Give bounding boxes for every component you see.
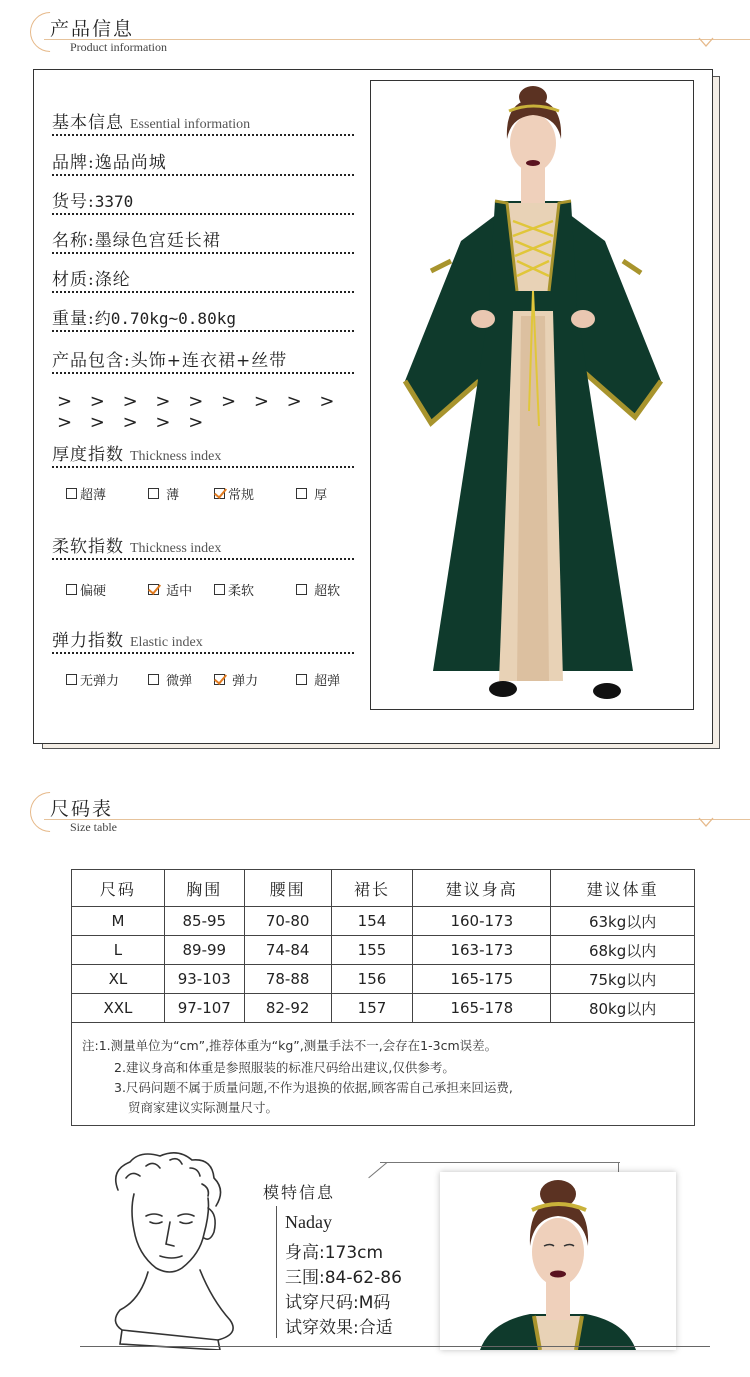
note-2: 2.建议身高和体重是参照服装的标准尺码给出建议,仅供参考。 — [114, 1060, 455, 1075]
checkbox-icon — [66, 674, 77, 685]
checkbox-icon — [66, 488, 77, 499]
material-value: 涤纶 — [94, 270, 131, 290]
sku-value: 3370 — [94, 192, 134, 211]
size-table — [71, 869, 695, 1023]
chevron-down-icon — [698, 814, 714, 830]
model-measurements: 三围:84-62-86 — [285, 1268, 402, 1288]
weight-value: 约0.70kg~0.80kg — [94, 309, 236, 328]
size-table-header — [0, 786, 750, 836]
checkbox-icon — [148, 488, 159, 499]
model-portrait-illustration — [440, 1172, 676, 1350]
header-waist: 腰围 — [244, 870, 331, 907]
checkbox-icon — [214, 584, 225, 595]
header-length: 裙长 — [331, 870, 413, 907]
elasticity-option-3[interactable]: 超弹 — [296, 670, 340, 689]
checkbox-icon — [296, 674, 307, 685]
product-info-title: 产品信息 — [50, 18, 135, 40]
table-row: M 85-95 70-80 154 160-173 63kg以内 — [72, 907, 695, 936]
table-row: XXL 97-107 82-92 157 165-178 80kg以内 — [72, 994, 695, 1023]
header-height: 建议身高 — [413, 870, 551, 907]
checkbox-icon — [296, 584, 307, 595]
green-gown-illustration — [371, 81, 694, 710]
includes-row: 产品包含:头饰+连衣裙+丝带 — [52, 346, 354, 374]
model-info — [276, 1206, 446, 1338]
model-photo — [440, 1172, 676, 1350]
table-header-row — [72, 870, 695, 907]
basic-info-en: Essential information — [130, 117, 251, 132]
weight-row: 重量:约0.70kg~0.80kg — [52, 304, 354, 332]
size-table-title: 尺码表 — [50, 798, 114, 820]
sku-row: 货号:3370 — [52, 187, 354, 215]
table-row: XL 93-103 78-88 156 165-175 75kg以内 — [72, 965, 695, 994]
note-3: 3.尺码问题不属于质量问题,不作为退换的依据,顾客需自己承担来回运费, — [114, 1080, 513, 1095]
softness-row: 柔软指数 Thickness index — [52, 532, 354, 560]
includes-value: 头饰+连衣裙+丝带 — [130, 351, 288, 371]
arrow-divider: > > > > > > > > > > > > > > — [57, 391, 341, 433]
checkbox-icon — [66, 584, 77, 595]
thickness-option-2[interactable]: 常规 — [214, 484, 254, 503]
name-row: 名称:墨绿色宫廷长裙 — [52, 226, 354, 254]
brand-row: 品牌:逸品尚城 — [52, 148, 354, 176]
basic-info-label: 基本信息 — [52, 113, 124, 133]
name-value: 墨绿色宫廷长裙 — [94, 231, 221, 251]
material-row: 材质:涤纶 — [52, 265, 354, 293]
product-photo — [370, 80, 694, 710]
table-row: L 89-99 74-84 155 163-173 68kg以内 — [72, 936, 695, 965]
thickness-option-1[interactable]: 薄 — [148, 484, 179, 503]
header-weight: 建议体重 — [551, 870, 695, 907]
product-info-subtitle: Product information — [70, 40, 167, 54]
checkbox-checked-icon — [148, 584, 159, 595]
model-height: 身高:173cm — [285, 1243, 384, 1263]
brand-value: 逸品尚城 — [94, 153, 167, 173]
basic-info-row — [52, 108, 354, 136]
note-4: 贸商家建议实际测量尺寸。 — [128, 1100, 279, 1115]
thickness-option-3[interactable]: 厚 — [296, 484, 327, 503]
model-size: 试穿尺码:M码 — [285, 1293, 391, 1313]
size-notes — [71, 1022, 695, 1126]
note-1: 注:1.测量单位为“cm”,推荐体重为“kg”,测量手法不一,会存在1-3cm误差。 — [82, 1038, 498, 1053]
checkbox-checked-icon — [214, 488, 225, 499]
model-fit: 试穿效果:合适 — [285, 1318, 393, 1338]
softness-option-0[interactable]: 偏硬 — [66, 580, 106, 599]
checkbox-icon — [296, 488, 307, 499]
elasticity-option-2[interactable]: 弹力 — [214, 670, 258, 689]
thickness-row: 厚度指数 Thickness index — [52, 440, 354, 468]
chevron-down-icon — [698, 34, 714, 50]
thickness-option-0[interactable]: 超薄 — [66, 484, 106, 503]
checkbox-checked-icon — [214, 674, 225, 685]
elasticity-row: 弹力指数 Elastic index — [52, 626, 354, 654]
model-name: Naday — [285, 1212, 332, 1232]
statue-bust-icon — [100, 1150, 250, 1350]
model-info-title: 模特信息 — [263, 1183, 336, 1202]
size-table-subtitle: Size table — [70, 820, 117, 834]
elasticity-option-0[interactable]: 无弹力 — [66, 670, 119, 689]
header-size: 尺码 — [72, 870, 165, 907]
softness-option-1[interactable]: 适中 — [148, 580, 192, 599]
softness-option-2[interactable]: 柔软 — [214, 580, 254, 599]
product-info-header — [0, 6, 750, 56]
softness-option-3[interactable]: 超软 — [296, 580, 340, 599]
elasticity-option-1[interactable]: 微弹 — [148, 670, 192, 689]
checkbox-icon — [148, 674, 159, 685]
header-bust: 胸围 — [164, 870, 244, 907]
